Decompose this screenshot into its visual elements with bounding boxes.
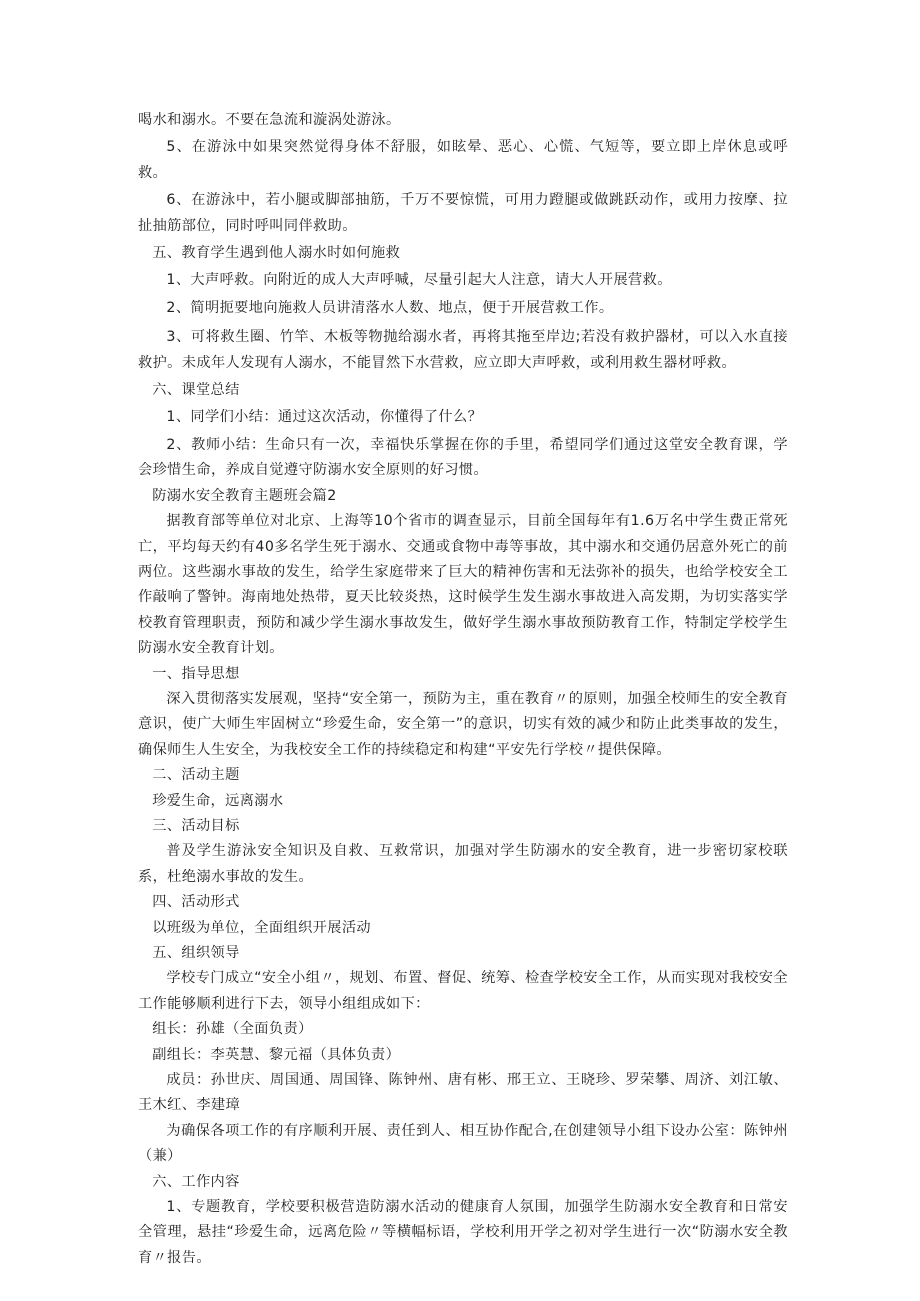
section-heading-summary: 六、课堂总结 [152,382,240,399]
paragraph-continuation: 喝水和溺水。不要在急流和漩涡处游泳。 [138,112,401,128]
paragraph-intro: 据教育部等单位对北京、上海等10个省市的调查显示，目前全国每年有1.6万名中学生费正常死亡，平均每天约有40多名学生死于溺水、交通或食物中毒等事故，其中溺水和交通仍居意外死亡的前两位。这些溺水事故的发生，给学生家庭带来了巨大的精神伤害和无法弥补的损失，也给学校安全工作敲响了警钟。海南地处热带，夏天比较炎热，这时候学生发生溺水事故进入高发期，为切实落实学校教育管理职责，预防和减少学生溺水事故发生，做好学生溺水事故预防教育工作，特制定学校学生防溺水安全教育计划。 [138,513,788,657]
paragraph-rescue-2: 2、简明扼要地向施救人员讲清落水人数、地点，便于开展营救工作。 [166,299,614,316]
section-heading-leadership: 五、组织领导 [152,945,240,961]
paragraph-members: 成员：孙世庆、周国通、周国锋、陈钟州、唐有彬、邢王立、王晓珍、罗荣攀、周济、刘江敏、王木红、李建璋 [138,1072,788,1114]
section-heading-work-content: 六、工作内容 [152,1173,240,1190]
paragraph-item-6: 6、在游泳中，若小腿或脚部抽筋，千万不要惊慌，可用力蹬腿或做跳跃动作，或用力按摩、拉扯抽筋部位，同时呼叫同伴救助。 [138,192,788,234]
paragraph-deputy-leaders: 副组长：李英慧、黎元福（具体负责） [152,1046,401,1063]
paragraph-item-5: 5、在游泳中如果突然觉得身体不舒服，如眩晕、恶心、心慌、气短等，要立即上岸休息或呼救。 [138,139,788,181]
section-heading-guiding-thought: 一、指导思想 [152,665,240,682]
paragraph-format: 以班级为单位，全面组织开展活动 [152,919,372,936]
paragraph-work-1: 1、专题教育，学校要积极营造防溺水活动的健康育人氛围，加强学生防溺水安全教育和日常安全管理，悬挂“珍爱生命，远离危险〃等横幅标语，学校利用开学之初对学生进行一次“防溺水安全教育〃报告。 [138,1199,788,1266]
paragraph-leader: 组长：孙雄（全面负责） [152,1021,313,1038]
paragraph-rescue-3: 3、可将救生圈、竹竿、木板等物抛给溺水者，再将其拖至岸边;若没有救护器材，可以入水直接救护。未成年人发现有人溺水，不能冒然下水营救，应立即大声呼救，或利用救生器材呼救。 [138,329,788,371]
paragraph-theme: 珍爱生命，远离溺水 [152,792,284,809]
section-heading-theme: 二、活动主题 [152,767,240,784]
article-title-part-2: 防溺水安全教育主题班会篇2 [152,487,337,504]
paragraph-office: 为确保各项工作的有序顺利开展、责任到人、相互协作配合,在创建领导小组下设办公室：陈钟州（兼） [138,1122,788,1165]
section-heading-rescue: 五、教育学生遇到他人溺水时如何施救 [152,245,401,262]
paragraph-goals: 普及学生游泳安全知识及自救、互救常识，加强对学生防溺水的安全教育，进一步密切家校联系，杜绝溺水事故的发生。 [138,843,788,885]
paragraph-summary-1: 1、同学们小结：通过这次活动，你懂得了什么？ [166,409,483,426]
section-heading-goals: 三、活动目标 [152,817,240,834]
document-body [138,108,788,1271]
paragraph-rescue-1: 1、大声呼救。向附近的成人大声呼喊，尽量引起大人注意，请大人开展营救。 [166,272,672,289]
paragraph-summary-2: 2、教师小结：生命只有一次，幸福快乐掌握在你的手里，希望同学们通过这堂安全教育课，学会珍惜生命，养成自觉遵守防溺水安全原则的好习惯。 [138,436,788,479]
section-heading-format: 四、活动形式 [152,894,240,911]
paragraph-guiding-thought: 深入贯彻落实发展观，坚持“安全第一，预防为主，重在教育〃的原则，加强全校师生的安全教育意识，使广大师生牢固树立“珍爱生命，安全第一”的意识，切实有效的减少和防止此类事故的发生，确保师生人生安全，为我校安全工作的持续稳定和构建“平安先行学校〃提供保障。 [138,690,788,758]
paragraph-leadership: 学校专门成立“安全小组〃，规划、布置、督促、统筹、检查学校安全工作，从而实现对我校安全工作能够顺利进行下去，领导小组组成如下： [138,970,788,1012]
